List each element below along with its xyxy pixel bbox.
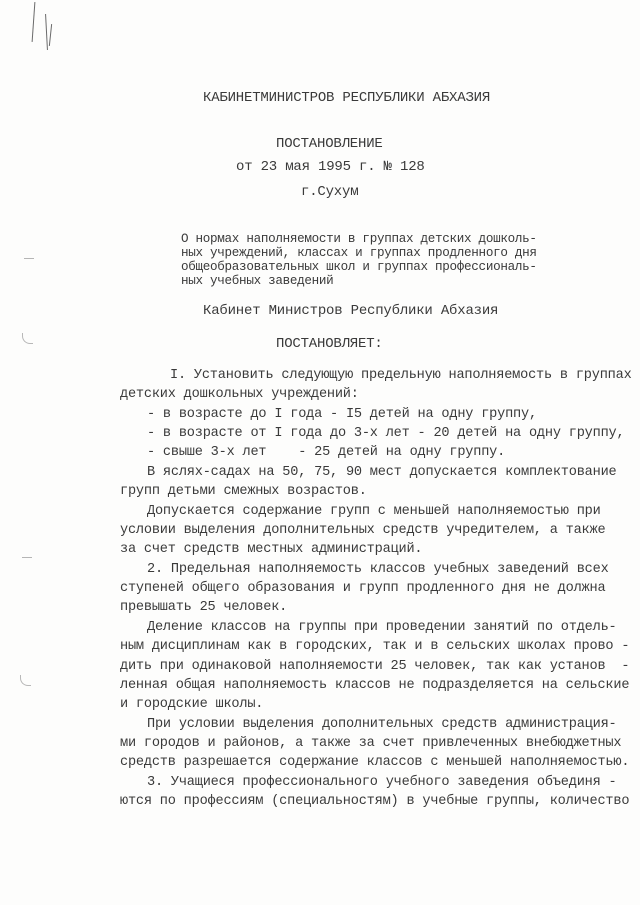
subject-line: ных учебных заведений — [181, 274, 334, 288]
scan-mark — [22, 557, 32, 558]
resolves-heading: ПОСТАНОВЛЯЕТ: — [276, 336, 383, 352]
scan-mark — [24, 258, 34, 259]
body-line: и городские школы. — [120, 697, 264, 712]
handwritten-mark — [49, 24, 52, 46]
body-line: - в возрасте от I года до 3-х лет - 20 детей на одну группу, — [147, 426, 625, 441]
body-line: ным дисциплинам как в городских, так и в сельских школах прово - — [120, 639, 630, 654]
body-line: условии выделения дополнительных средств учредителем, а также — [120, 523, 606, 538]
document-date-number: от 23 мая 1995 г. № 128 — [236, 159, 425, 175]
handwritten-mark — [32, 2, 36, 42]
body-line: средств разрешается содержание классов с меньшей наполняемостью. — [120, 755, 630, 770]
document-type: ПОСТАНОВЛЕНИЕ — [276, 136, 383, 152]
body-line: I. Установить следующую предельную наполняемость в группах — [170, 368, 632, 383]
subject-line: ных учреждений, классах и группах продленного дня — [181, 246, 537, 260]
body-line: групп детьми смежных возрастов. — [120, 484, 367, 499]
body-line: - свыше 3-х лет - 25 детей на одну группу. — [147, 445, 506, 460]
scan-mark — [22, 333, 33, 344]
body-line: При условии выделения дополнительных средств администрация- — [147, 717, 617, 732]
body-line: ми городов и районов, а также за счет привлеченных внебюджетных — [120, 736, 622, 751]
body-line: 2. Предельная наполняемость классов учебных заведений всех — [147, 562, 609, 577]
subject-line: О нормах наполняемости в группах детских дошколь- — [181, 232, 537, 246]
body-line: Деление классов на группы при проведении занятий по отдель- — [147, 620, 617, 635]
subject-line: общеобразовательных школ и группах профессиональ- — [181, 260, 537, 274]
body-line: превышать 25 человек. — [120, 600, 288, 615]
organization-title: КАБИНЕТМИНИСТРОВ РЕСПУБЛИКИ АБХАЗИЯ — [203, 90, 491, 106]
body-line: детских дошкольных учреждений: — [120, 387, 359, 402]
body-line: - в возрасте до I года - I5 детей на одну группу, — [147, 407, 537, 422]
body-line: Допускается содержание групп с меньшей наполняемостью при — [147, 504, 601, 519]
body-line: ленная общая наполняемость классов не подразделяется на сельские — [120, 678, 630, 693]
body-line: В яслях-садах на 50, 75, 90 мест допускается комплектование — [147, 465, 617, 480]
body-line: за счет средств местных администраций. — [120, 542, 423, 557]
body-line: ступеней общего образования и групп продленного дня не должна — [120, 581, 606, 596]
document-city: г.Сухум — [301, 184, 359, 200]
body-line: 3. Учащиеся профессионального учебного заведения объединя - — [147, 775, 617, 790]
issuer-line: Кабинет Министров Республики Абхазия — [203, 303, 499, 319]
body-line: дить при одинаковой наполняемости 25 человек, так как установ - — [120, 659, 630, 674]
handwritten-mark — [45, 14, 48, 50]
body-line: ются по профессиям (специальностям) в учебные группы, количество — [120, 794, 630, 809]
scan-mark — [20, 675, 31, 686]
